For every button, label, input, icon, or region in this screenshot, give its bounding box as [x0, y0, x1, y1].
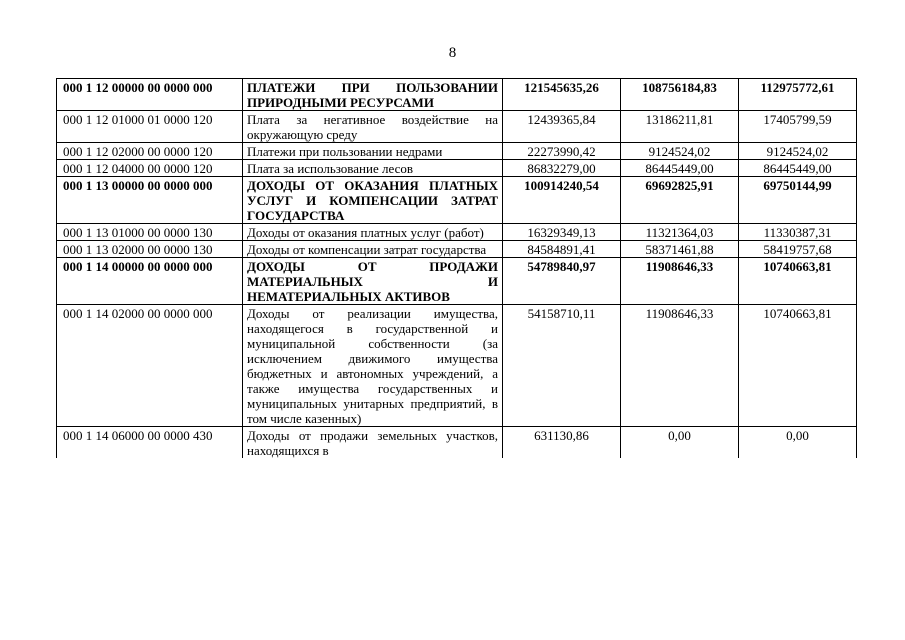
table-row [57, 241, 857, 258]
value-col-1: 631130,86 [503, 427, 621, 459]
value-col-3: 58419757,68 [739, 241, 857, 258]
table-row [57, 143, 857, 160]
budget-code: 000 1 12 00000 00 0000 000 [57, 79, 243, 111]
value-col-1: 121545635,26 [503, 79, 621, 111]
value-col-2: 0,00 [621, 427, 739, 459]
revenue-name: ПЛАТЕЖИ ПРИ ПОЛЬЗОВАНИИ ПРИРОДНЫМИ РЕСУРСАМИ [243, 79, 503, 111]
revenue-name: Доходы от реализации имущества, находящегося в государственной и муниципальной собственности (за исключением движимого имущества бюджетных и автономных учреждений, а также имущества государственных и муниципальных унитарных предприятий, в том числе казенных) [243, 305, 503, 427]
table-row [57, 79, 857, 111]
value-col-3: 17405799,59 [739, 111, 857, 143]
value-col-2: 11908646,33 [621, 305, 739, 427]
revenue-name: Доходы от оказания платных услуг (работ) [243, 224, 503, 241]
budget-code: 000 1 13 01000 00 0000 130 [57, 224, 243, 241]
budget-code: 000 1 12 02000 00 0000 120 [57, 143, 243, 160]
budget-code: 000 1 13 02000 00 0000 130 [57, 241, 243, 258]
budget-code: 000 1 14 02000 00 0000 000 [57, 305, 243, 427]
value-col-2: 108756184,83 [621, 79, 739, 111]
value-col-3: 86445449,00 [739, 160, 857, 177]
table-row [57, 160, 857, 177]
budget-code: 000 1 12 01000 01 0000 120 [57, 111, 243, 143]
table-row [57, 258, 857, 305]
value-col-2: 11908646,33 [621, 258, 739, 305]
budget-code: 000 1 14 00000 00 0000 000 [57, 258, 243, 305]
value-col-2: 69692825,91 [621, 177, 739, 224]
revenue-table [56, 78, 857, 458]
table-row [57, 427, 857, 459]
table-row [57, 305, 857, 427]
value-col-1: 100914240,54 [503, 177, 621, 224]
table-row [57, 111, 857, 143]
value-col-3: 0,00 [739, 427, 857, 459]
budget-code: 000 1 14 06000 00 0000 430 [57, 427, 243, 459]
revenue-name: ДОХОДЫ ОТ ПРОДАЖИ МАТЕРИАЛЬНЫХ И НЕМАТЕРИАЛЬНЫХ АКТИВОВ [243, 258, 503, 305]
value-col-1: 12439365,84 [503, 111, 621, 143]
value-col-3: 9124524,02 [739, 143, 857, 160]
value-col-1: 16329349,13 [503, 224, 621, 241]
revenue-name: Плата за негативное воздействие на окружающую среду [243, 111, 503, 143]
revenue-name: Доходы от продажи земельных участков, находящихся в [243, 427, 503, 459]
budget-code: 000 1 12 04000 00 0000 120 [57, 160, 243, 177]
revenue-name: Плата за использование лесов [243, 160, 503, 177]
revenue-name: Платежи при пользовании недрами [243, 143, 503, 160]
value-col-3: 10740663,81 [739, 305, 857, 427]
value-col-3: 112975772,61 [739, 79, 857, 111]
page-number: 8 [448, 45, 457, 61]
value-col-2: 11321364,03 [621, 224, 739, 241]
value-col-3: 11330387,31 [739, 224, 857, 241]
value-col-1: 54158710,11 [503, 305, 621, 427]
value-col-1: 54789840,97 [503, 258, 621, 305]
value-col-3: 10740663,81 [739, 258, 857, 305]
value-col-1: 22273990,42 [503, 143, 621, 160]
revenue-table-body [57, 79, 857, 459]
table-row [57, 224, 857, 241]
value-col-2: 86445449,00 [621, 160, 739, 177]
budget-code: 000 1 13 00000 00 0000 000 [57, 177, 243, 224]
table-row [57, 177, 857, 224]
value-col-1: 86832279,00 [503, 160, 621, 177]
value-col-2: 58371461,88 [621, 241, 739, 258]
revenue-name: Доходы от компенсации затрат государства [243, 241, 503, 258]
value-col-1: 84584891,41 [503, 241, 621, 258]
revenue-name: ДОХОДЫ ОТ ОКАЗАНИЯ ПЛАТНЫХ УСЛУГ И КОМПЕНСАЦИИ ЗАТРАТ ГОСУДАРСТВА [243, 177, 503, 224]
value-col-2: 13186211,81 [621, 111, 739, 143]
value-col-2: 9124524,02 [621, 143, 739, 160]
value-col-3: 69750144,99 [739, 177, 857, 224]
